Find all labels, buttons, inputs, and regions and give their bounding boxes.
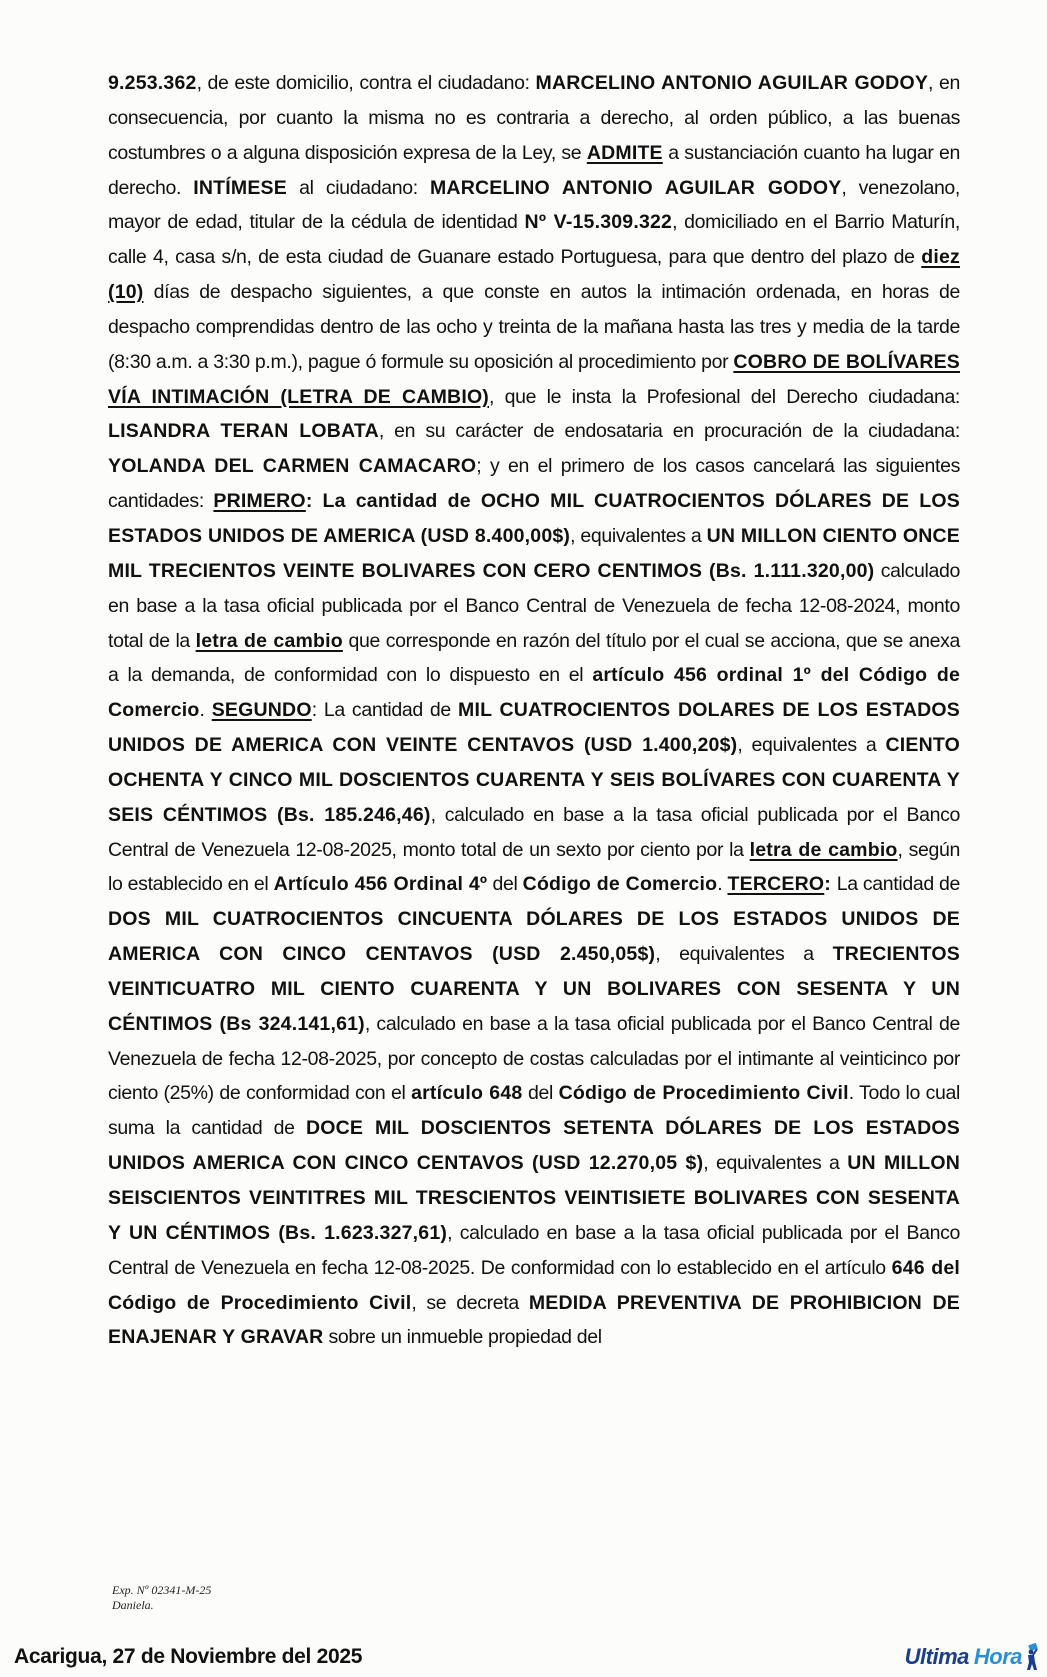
bold-text-segment: MEDIDA PREVENTIVA DE PROHIBICION DE ENAJENAR Y GRAVAR — [108, 1291, 960, 1349]
bold-text-segment: 646 del Código de Procedimiento Civil — [108, 1256, 960, 1314]
text-segment: : La cantidad de — [311, 699, 459, 722]
text-segment: , equivalentes a — [737, 734, 886, 757]
text-segment: , equivalentes a — [703, 1152, 848, 1175]
bold-underlined-segment — [750, 839, 898, 861]
expediente-number: Exp. Nº 02341-M-25 — [112, 1583, 212, 1597]
bold-text-segment: Nº V-15.309.322 — [524, 211, 673, 234]
bold-text-segment: DOS MIL CUATROCIENTOS CINCUENTA DÓLARES DE LOS ESTADOS UNIDOS DE AMERICA CON CINCO CENTAVOS (USD 2.450,05$) — [108, 908, 960, 966]
text-segment: , venezolano, mayor de edad, titular de la cédula de identidad — [108, 176, 960, 234]
bold-text-segment: : La cantidad de — [305, 490, 481, 513]
newsboy-figure-icon — [1023, 1643, 1039, 1671]
text-segment: , se decreta — [411, 1291, 529, 1314]
underlined-text: diez (10) — [108, 246, 960, 304]
text-segment: , según lo establecido en el — [108, 838, 960, 896]
bold-text-segment: DOCE MIL DOSCIENTOS SETENTA DÓLARES DE LOS ESTADOS UNIDOS AMERICA CON CINCO CENTAVOS (USD 12.270,05 $) — [108, 1117, 960, 1175]
bold-text-segment: Código de Procedimiento Civil — [558, 1082, 849, 1105]
text-segment: . Todo lo cual suma la cantidad de — [108, 1082, 960, 1140]
text-segment: , calculado en base a la tasa oficial publicada por el Banco Central de Venezuela de fecha 12-08-2025, por concepto de costas calculadas por el intimante al veinticinco por ciento (25%) de conformidad con el — [108, 1012, 960, 1105]
text-segment: días de despacho siguientes, a que conste en autos la intimación ordenada, en horas de despacho comprendidas dentro de las ocho y treinta de la mañana hasta las tres y media de la tarde (8:30 a.m. a 3:30 p.m.), pague ó formule su oposición al procedimiento por — [108, 281, 960, 373]
bold-text-segment: UN MILLON CIENTO ONCE MIL TRECIENTOS VEINTE BOLIVARES CON CERO CENTIMOS (Bs. 1.111.320,00) — [108, 524, 960, 582]
text-segment: al ciudadano: — [286, 176, 430, 199]
bold-text-segment: TRECIENTOS VEINTICUATRO MIL CIENTO CUARENTA Y UN BOLIVARES CON SESENTA Y UN CÉNTIMOS (Bs 324.141,61) — [108, 943, 960, 1035]
bold-text-segment: artículo 648 — [411, 1082, 523, 1105]
underlined-text: SEGUNDO — [211, 699, 312, 722]
ultima-hora-logo — [905, 1642, 1039, 1672]
text-segment: , que le insta la Profesional del Derecho ciudadana: — [489, 385, 961, 408]
underlined-text: PRIMERO — [213, 490, 306, 513]
bold-text-segment: Código de Comercio — [522, 873, 718, 896]
text-segment: , de este domicilio, contra el ciudadano: — [196, 72, 536, 94]
case-reference — [112, 1583, 211, 1613]
bold-text-segment: artículo 456 ordinal 1º del Código de Comercio — [108, 664, 961, 722]
bold-text-segment: Artículo 456 Ordinal 4º — [273, 873, 488, 896]
text-segment: , en consecuencia, por cuanto la misma no es contraria a derecho, al orden público, a las buenas costumbres o a alguna disposición expresa de la Ley, se — [108, 72, 960, 164]
bold-text-segment: INTÍMESE — [193, 176, 287, 199]
text-segment: a sustanciación cuanto ha lugar en derecho. — [108, 141, 960, 199]
document-body-text — [108, 66, 960, 1355]
text-segment: , calculado en base a la tasa oficial publicada por el Banco Central de Venezuela 12-08-2025, monto total de un sexto por ciento por la — [108, 803, 961, 861]
bold-underlined-segment — [196, 630, 343, 652]
bold-text-segment: CIENTO OCHENTA Y CINCO MIL DOSCIENTOS CUARENTA Y SEIS BOLÍVARES CON CUARENTA Y SEIS CÉNTIMOS (Bs. 185.246,46) — [108, 734, 960, 826]
logo-word-ultima: Ultima — [904, 1644, 969, 1669]
text-segment: del — [487, 873, 523, 896]
underlined-text: letra de cambio — [749, 838, 898, 861]
footer-date-line: Acarigua, 27 de Noviembre del 2025 — [14, 1645, 363, 1668]
text-segment: calculado en base a la tasa oficial publicada por el Banco Central de Venezuela de fecha 12-08-2024, monto total de la — [108, 559, 960, 652]
underlined-text: TERCERO — [727, 873, 825, 896]
text-segment: , calculado en base a la tasa oficial publicada por el Banco Central de Venezuela en fecha 12-08-2025. De conformidad con lo establecido en el artículo — [108, 1221, 961, 1279]
text-segment: del — [522, 1082, 559, 1105]
underlined-text: COBRO DE BOLÍVARES VÍA INTIMACIÓN (LETRA DE CAMBIO) — [108, 350, 961, 408]
bold-text-segment: MARCELINO ANTONIO AGUILAR GODOY — [429, 176, 842, 199]
text-segment: , domiciliado en el Barrio Maturín, calle 4, casa s/n, de esta ciudad de Guanare estado Portuguesa, para que dentro del plazo de — [108, 211, 960, 269]
bold-text-segment: 9.253.362 — [108, 72, 197, 94]
bold-text-segment: LISANDRA TERAN LOBATA — [108, 420, 379, 443]
bold-underlined-segment — [212, 699, 312, 721]
bold-underlined-segment — [728, 873, 825, 895]
text-segment: sobre un inmueble propiedad del — [323, 1326, 602, 1349]
bold-underlined-segment — [213, 490, 305, 512]
logo-word-hora: Hora — [973, 1644, 1022, 1669]
text-segment: , equivalentes a — [655, 943, 833, 966]
text-segment: , en su carácter de endosataria en procuración de la ciudadana: — [378, 420, 960, 443]
text-segment: La cantidad de — [836, 873, 961, 896]
bold-text-segment: UN MILLON SEISCIENTOS VEINTITRES MIL TRESCIENTOS VEINTISIETE BOLIVARES CON SESENTA Y UN CÉNTIMOS (Bs. 1.623.327,61) — [108, 1152, 960, 1244]
underlined-text: ADMITE — [586, 141, 663, 164]
bold-text-segment: : — [824, 873, 837, 896]
text-segment: ; y en el primero de los casos cancelará las siguientes cantidades: — [108, 455, 960, 513]
text-segment: . — [717, 873, 728, 896]
underlined-text: letra de cambio — [195, 629, 343, 652]
text-segment: que corresponde en razón del título por el cual se acciona, que se anexa a la demanda, de conformidad con lo dispuesto en el — [108, 629, 960, 687]
bold-text-segment: MIL CUATROCIENTOS DOLARES DE LOS ESTADOS UNIDOS DE AMERICA CON VEINTE CENTAVOS (USD 1.400,20$) — [108, 699, 961, 757]
bold-underlined-segment — [587, 142, 663, 164]
author-initials: Daniela. — [112, 1598, 154, 1612]
text-segment: . — [199, 699, 212, 722]
bold-text-segment: YOLANDA DEL CARMEN CAMACARO — [108, 455, 477, 478]
bold-text-segment: MARCELINO ANTONIO AGUILAR GODOY — [535, 72, 929, 94]
bold-text-segment: OCHO MIL CUATROCIENTOS DÓLARES DE LOS ESTADOS UNIDOS DE AMERICA (USD 8.400,00$) — [108, 490, 960, 547]
text-segment: , equivalentes a — [570, 524, 707, 547]
